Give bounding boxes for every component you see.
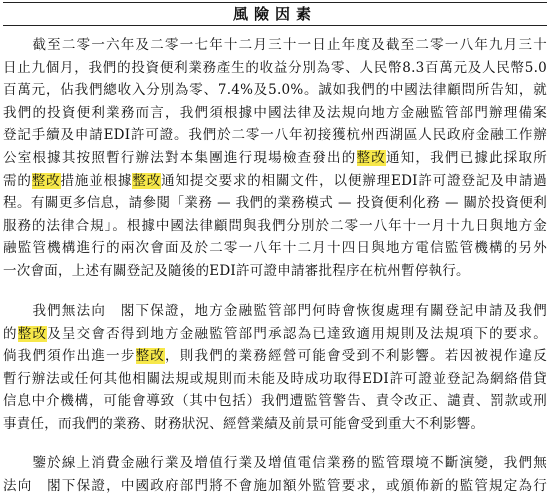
highlighted-term: 整改 (356, 149, 386, 166)
text-line (3, 413, 547, 436)
text-line (3, 452, 547, 475)
text-segment: 及呈交會否得到地方金融監管部門承認為已達致適用規則及法規項下的要求。 (47, 325, 547, 342)
text-segment: 措施並根據 (60, 172, 133, 189)
text-line (3, 323, 547, 346)
text-line (3, 215, 547, 238)
text-segment: 倘我們須作出進一步 (3, 348, 136, 365)
text-segment: 公室根據其按照暫行辦法對本集團進行現場檢查發出的 (3, 149, 357, 166)
text-segment: 我們的投資便利業務而言，我們須根據中國法律及法規向地方金融監管部門辦理備案 (3, 104, 547, 121)
text-segment: 日止九個月，我們的投資便利業務產生的收益分別為零、人民幣8.3百萬元及人民幣5.0 (3, 59, 547, 76)
text-line (3, 124, 547, 147)
text-line (3, 475, 547, 498)
text-line (3, 170, 547, 193)
text-segment: 截至二零一六年及二零一七年十二月三十一日止年度及截至二零一八年九月三十 (3, 37, 547, 53)
text-segment: 的 (3, 325, 18, 342)
text-line (3, 57, 547, 80)
text-segment: 法向 閣下保證，中國政府部門將不會施加額外監管要求，或頒佈新的監管規定為行 (3, 477, 547, 494)
section-title: 風險因素 (3, 2, 547, 26)
paragraph-2 (3, 300, 547, 436)
paragraph-1 (3, 34, 547, 283)
text-segment: 通知提交要求的相關文件，以便辦理EDI許可證登記及申請過 (161, 172, 547, 189)
text-line (3, 390, 547, 413)
text-line (3, 147, 547, 170)
text-segment: 暫行辦法或任何其他相關法規或規則而未能及時成功取得EDI許可證並登記為網絡借貸 (3, 370, 547, 387)
text-line (3, 79, 547, 102)
text-segment: 登記手續及申請EDI許可證。我們於二零一八年初接獲杭州西湖區人民政府金融工作辦 (3, 127, 547, 144)
text-line (3, 192, 547, 215)
text-segment: 信息中介機構，可能會導致（其中包括）我們遭監管警告、責令改正、譴責、罰款或刑 (3, 393, 547, 410)
text-line (3, 102, 547, 125)
text-line (3, 345, 547, 368)
text-segment: 服務的法律合規」。根據中國法律顧問與我們分別於二零一八年十一月十九日與地方金 (3, 217, 547, 234)
text-line (3, 368, 547, 391)
text-segment: 程。有關更多信息，請參閱「業務 — 我們的業務模式 — 投資便利化務 — 關於投資便利 (3, 195, 547, 212)
text-segment: 事責任，而我們的業務、財務狀況、經營業績及前景可能會受到重大不利影響。 (3, 415, 485, 432)
highlighted-term: 整改 (135, 348, 166, 365)
text-segment: 百萬元，佔我們總收入分別為零、7.4%及5.0%。誠如我們的中國法律顧問所告知，就 (3, 82, 547, 99)
paragraph-3 (3, 452, 547, 497)
text-segment: 通知，我們已據此採取所 (385, 149, 547, 166)
highlighted-term: 整改 (31, 172, 61, 189)
text-line (3, 260, 547, 283)
highlighted-term: 整改 (132, 172, 162, 189)
text-segment: 鑒於線上消費金融行業及增值行業及增值電信業務的監管環境不斷演變，我們無 (3, 455, 547, 471)
text-line (3, 34, 547, 57)
text-line (3, 237, 547, 260)
text-segment: 一次會面，上述有關登記及隨後的EDI許可證申請審批程序在杭州暫停執行。 (3, 262, 470, 279)
text-segment: 我們無法向 閣下保證，地方金融監管部門何時會恢復處理有關登記申請及我們 (3, 303, 547, 319)
text-segment: 融監管機構進行的兩次會面及於二零一八年十二月十四日與地方電信監管機構的另外 (3, 240, 547, 257)
highlighted-term: 整改 (17, 325, 48, 342)
text-line (3, 300, 547, 323)
text-segment: ，則我們的業務經營可能會受到不利影響。若因被視作違反 (165, 348, 547, 365)
text-segment: 需的 (3, 172, 32, 189)
